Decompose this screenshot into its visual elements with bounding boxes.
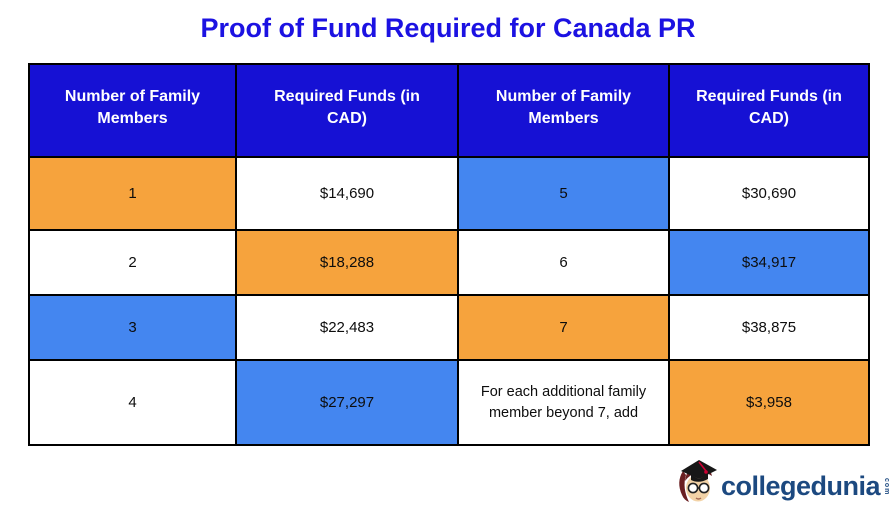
proof-of-funds-table	[28, 63, 870, 446]
logo-brand-text: collegedunia	[720, 471, 880, 501]
table-cell: $18,288	[236, 230, 458, 295]
page	[0, 10, 896, 501]
table-cell: $38,875	[669, 295, 869, 360]
table-row	[29, 230, 869, 295]
logo-tld-text: com	[883, 477, 890, 496]
table-cell: 7	[458, 295, 669, 360]
table-row	[29, 157, 869, 230]
header-cell-required-funds-1: Required Funds (in CAD)	[236, 64, 458, 157]
table-cell: $3,958	[669, 360, 869, 445]
header-cell-required-funds-2: Required Funds (in CAD)	[669, 64, 869, 157]
header-cell-family-members-2: Number of Family Members	[458, 64, 669, 157]
table-cell: $34,917	[669, 230, 869, 295]
table-cell: 6	[458, 230, 669, 295]
table-cell: $30,690	[669, 157, 869, 230]
table-cell: 2	[29, 230, 236, 295]
table-cell: $14,690	[236, 157, 458, 230]
table-cell-additional-member-note: For each additional family member beyond 7, add	[458, 360, 669, 445]
table-cell: 4	[29, 360, 236, 445]
table-cell: 3	[29, 295, 236, 360]
table-header-row	[29, 64, 869, 157]
table-cell: $22,483	[236, 295, 458, 360]
page-title: Proof of Fund Required for Canada PR	[200, 13, 696, 43]
header-cell-family-members-1: Number of Family Members	[29, 64, 236, 157]
table-row	[29, 360, 869, 445]
table-row	[29, 295, 869, 360]
table-cell: 1	[29, 157, 236, 230]
collegedunia-logo	[675, 461, 890, 512]
table-cell: 5	[458, 157, 669, 230]
table-cell: $27,297	[236, 360, 458, 445]
